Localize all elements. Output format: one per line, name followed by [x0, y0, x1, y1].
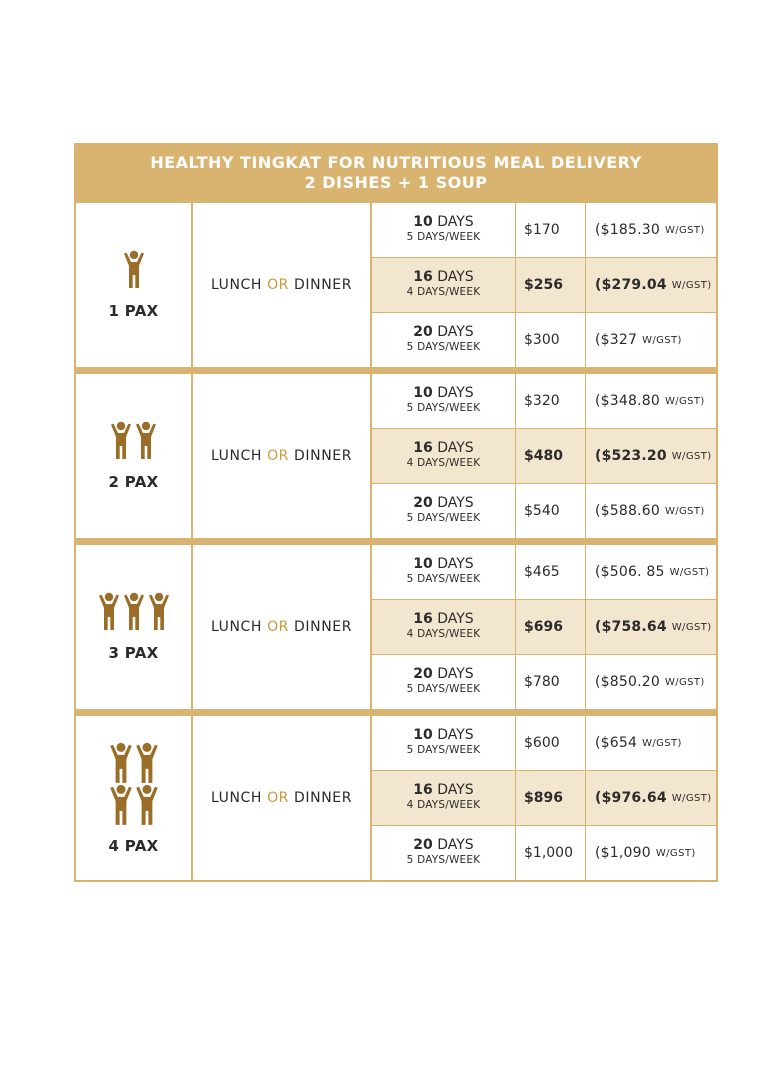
plan-rows: [372, 203, 716, 367]
table-row: [372, 428, 716, 483]
package-group: [76, 367, 716, 538]
days-cell: [372, 313, 516, 367]
meal-or: OR: [267, 790, 290, 806]
price: $1,000: [516, 826, 586, 880]
days-count: [413, 557, 473, 572]
days-count: [413, 325, 473, 340]
days-cell: [372, 545, 516, 599]
days-count: [413, 783, 473, 798]
price: $696: [516, 600, 586, 654]
gst-suffix: W/GST): [671, 792, 712, 804]
gst-price: ($523.20: [595, 448, 667, 464]
days-per-week: 5 DAYS/WEEK: [406, 512, 481, 524]
meal-option: [193, 203, 372, 367]
meal-dinner: DINNER: [294, 790, 353, 806]
gst-price-cell: [586, 313, 716, 367]
gst-price-cell: [586, 826, 716, 880]
gst-price-cell: [586, 655, 716, 709]
days-cell: [372, 258, 516, 312]
table-row: [372, 599, 716, 654]
days-per-week: 5 DAYS/WEEK: [406, 402, 481, 414]
person-icon: [133, 742, 161, 782]
gst-suffix: W/GST): [671, 621, 712, 633]
days-cell: [372, 716, 516, 770]
days-cell: [372, 655, 516, 709]
days-count: [413, 667, 473, 682]
pax-cell: [76, 716, 193, 880]
meal-dinner: DINNER: [294, 448, 353, 464]
days-word: DAYS: [437, 611, 474, 627]
meal-option: [193, 374, 372, 538]
person-icon: [107, 784, 135, 824]
table-row: [372, 770, 716, 825]
pricing-table: [74, 143, 718, 882]
gst-price: ($588.60: [595, 503, 660, 519]
meal-lunch: LUNCH: [210, 790, 263, 806]
days-number: 16: [413, 782, 433, 798]
gst-suffix: W/GST): [669, 566, 710, 578]
pax-cell: [76, 545, 193, 709]
table-row: [372, 716, 716, 770]
days-number: 10: [413, 214, 433, 230]
days-cell: [372, 203, 516, 257]
days-number: 16: [413, 440, 433, 456]
gst-price: ($348.80: [595, 393, 660, 409]
person-icon: [133, 421, 159, 461]
days-number: 10: [413, 556, 433, 572]
plan-rows: [372, 716, 716, 880]
days-number: 10: [413, 727, 433, 743]
header-subtitle: 2 DISHES + 1 SOUP: [304, 173, 488, 192]
gst-price-cell: [586, 203, 716, 257]
days-number: 20: [413, 837, 433, 853]
meal-lunch: LUNCH: [210, 277, 263, 293]
gst-price: ($327: [595, 332, 638, 348]
gst-price-cell: [586, 600, 716, 654]
days-count: [413, 441, 473, 456]
gst-suffix: W/GST): [671, 450, 712, 462]
days-word: DAYS: [437, 782, 474, 798]
meal-lunch: LUNCH: [210, 619, 263, 635]
price: $465: [516, 545, 586, 599]
days-count: [413, 386, 473, 401]
gst-suffix: W/GST): [642, 334, 682, 346]
gst-price-cell: [586, 716, 716, 770]
gst-price: ($976.64: [595, 790, 667, 806]
pax-cell: [76, 203, 193, 367]
days-per-week: 5 DAYS/WEEK: [406, 683, 481, 695]
pax-label: 4 PAX: [108, 837, 159, 855]
price: $480: [516, 429, 586, 483]
gst-suffix: W/GST): [642, 737, 682, 749]
meal-lunch: LUNCH: [210, 448, 263, 464]
pax-label: 3 PAX: [108, 644, 159, 662]
days-number: 16: [413, 269, 433, 285]
gst-suffix: W/GST): [664, 395, 705, 407]
meal-or: OR: [267, 277, 290, 293]
days-count: [413, 215, 473, 230]
person-icon: [133, 784, 161, 824]
gst-suffix: W/GST): [664, 676, 705, 688]
header-title: HEALTHY TINGKAT FOR NUTRITIOUS MEAL DELIVERY: [150, 153, 642, 172]
people-icons: [94, 250, 174, 290]
price: $780: [516, 655, 586, 709]
gst-price-cell: [586, 771, 716, 825]
price: $256: [516, 258, 586, 312]
meal-option: [193, 716, 372, 880]
days-number: 10: [413, 385, 433, 401]
days-per-week: 5 DAYS/WEEK: [406, 341, 481, 353]
meal-dinner: DINNER: [294, 277, 353, 293]
days-word: DAYS: [437, 269, 474, 285]
days-number: 16: [413, 611, 433, 627]
table-row: [372, 257, 716, 312]
meal-or: OR: [267, 448, 290, 464]
table-row: [372, 203, 716, 257]
days-count: [413, 838, 473, 853]
days-cell: [372, 600, 516, 654]
days-cell: [372, 429, 516, 483]
person-icon: [96, 592, 122, 632]
days-per-week: 4 DAYS/WEEK: [406, 628, 481, 640]
table-row: [372, 374, 716, 428]
days-count: [413, 270, 473, 285]
pax-label: 2 PAX: [108, 473, 159, 491]
gst-price: ($850.20: [595, 674, 660, 690]
gst-price: ($1,090: [595, 845, 651, 861]
person-icon: [146, 592, 172, 632]
gst-suffix: W/GST): [664, 224, 705, 236]
price: $896: [516, 771, 586, 825]
people-icons: [104, 741, 164, 825]
table-row: [372, 545, 716, 599]
days-count: [413, 728, 473, 743]
days-word: DAYS: [437, 385, 474, 401]
price: $300: [516, 313, 586, 367]
days-word: DAYS: [437, 495, 474, 511]
days-per-week: 5 DAYS/WEEK: [406, 573, 481, 585]
gst-price-cell: [586, 258, 716, 312]
meal-dinner: DINNER: [294, 619, 353, 635]
price: $600: [516, 716, 586, 770]
table-header: [76, 145, 716, 201]
days-number: 20: [413, 324, 433, 340]
gst-suffix: W/GST): [655, 847, 696, 859]
package-group: [76, 538, 716, 709]
people-icons: [94, 421, 174, 461]
meal-or: OR: [267, 619, 290, 635]
days-word: DAYS: [437, 556, 474, 572]
pax-label: 1 PAX: [108, 302, 159, 320]
days-per-week: 4 DAYS/WEEK: [406, 286, 481, 298]
days-count: [413, 612, 473, 627]
gst-price-cell: [586, 484, 716, 538]
days-per-week: 5 DAYS/WEEK: [406, 231, 481, 243]
gst-price: ($654: [595, 735, 638, 751]
table-row: [372, 483, 716, 538]
gst-price: ($758.64: [595, 619, 667, 635]
days-number: 20: [413, 495, 433, 511]
table-row: [372, 654, 716, 709]
gst-price: ($185.30: [595, 222, 660, 238]
table-row: [372, 825, 716, 880]
gst-price-cell: [586, 374, 716, 428]
pax-cell: [76, 374, 193, 538]
days-per-week: 5 DAYS/WEEK: [406, 854, 481, 866]
package-group: [76, 201, 716, 367]
days-word: DAYS: [437, 727, 474, 743]
person-icon: [108, 421, 134, 461]
gst-suffix: W/GST): [664, 505, 705, 517]
days-word: DAYS: [437, 837, 474, 853]
price: $170: [516, 203, 586, 257]
days-count: [413, 496, 473, 511]
price: $540: [516, 484, 586, 538]
gst-suffix: W/GST): [671, 279, 712, 291]
days-word: DAYS: [437, 214, 474, 230]
meal-option: [193, 545, 372, 709]
person-icon: [107, 742, 135, 782]
days-per-week: 4 DAYS/WEEK: [406, 457, 481, 469]
days-word: DAYS: [437, 324, 474, 340]
package-group: [76, 709, 716, 880]
days-per-week: 4 DAYS/WEEK: [406, 799, 481, 811]
people-icons: [94, 592, 174, 632]
days-cell: [372, 771, 516, 825]
person-icon: [121, 250, 147, 290]
gst-price: ($506. 85: [595, 564, 665, 580]
days-word: DAYS: [437, 440, 474, 456]
days-cell: [372, 374, 516, 428]
plan-rows: [372, 545, 716, 709]
gst-price-cell: [586, 429, 716, 483]
days-per-week: 5 DAYS/WEEK: [406, 744, 481, 756]
gst-price: ($279.04: [595, 277, 667, 293]
days-number: 20: [413, 666, 433, 682]
plan-rows: [372, 374, 716, 538]
days-cell: [372, 484, 516, 538]
person-icon: [121, 592, 147, 632]
table-row: [372, 312, 716, 367]
days-word: DAYS: [437, 666, 474, 682]
package-groups: [76, 201, 716, 880]
gst-price-cell: [586, 545, 716, 599]
days-cell: [372, 826, 516, 880]
price: $320: [516, 374, 586, 428]
